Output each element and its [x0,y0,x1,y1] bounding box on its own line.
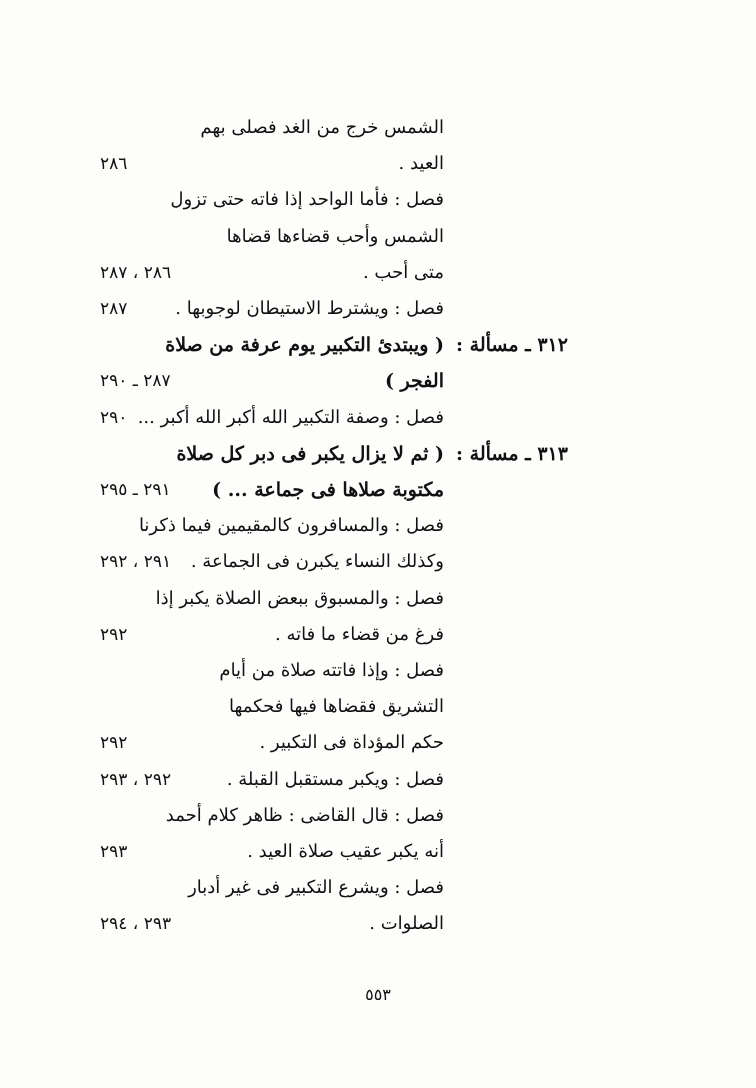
index-entry-page-ref: ٢٩٢ [100,625,128,645]
index-entry-page-ref: ٢٨٧ ـ ٢٩٠ [100,371,171,391]
index-entry-text: مكتوبة صلاها فى جماعة ... ) [212,479,444,501]
index-entry-text: فصل : ويكبر مستقبل القبلة . [226,769,444,790]
index-entry-page-ref: ٢٩٣ ، ٢٩٤ [100,914,172,934]
index-entry-text: الفجر ) [384,370,444,392]
index-entry-page-ref: ٢٨٦ ، ٢٨٧ [100,263,172,283]
index-entry-text: التشريق فقضاها فيها فحكمها [228,696,444,717]
index-entry-text: أنه يكبر عقيب صلاة العيد . [247,841,444,862]
index-entry-text: فصل : وإذا فاتته صلاة من أيام [219,660,444,681]
index-entry-text: ( ثم لا يزال يكبر فى دبر كل صلاة [176,443,444,465]
index-entry-text: فصل : ويشترط الاستيطان لوجوبها . [175,298,444,319]
index-entry-text: حكم المؤداة فى التكبير . [259,732,444,753]
index-entry-page-ref: ٢٩٢ [100,733,128,753]
index-entry-text: الصلوات . [369,913,444,934]
index-entry-page-ref: ٢٨٦ [100,154,128,174]
page-number: ٥٥٣ [365,985,391,1004]
index-entry-text: فصل : قال القاضى : ظاهر كلام أحمد [165,805,444,826]
index-entry-text: فصل : ويشرع التكبير فى غير أدبار [188,877,444,898]
index-entry-page-ref: ٢٩٣ [100,842,128,862]
index-entry-text: فرغ من قضاء ما فاته . [275,624,444,645]
index-entry-text: فصل : والمسافرون كالمقيمين فيما ذكرنا [138,515,444,536]
index-entry-text: ( ويبتدئ التكبير يوم عرفة من صلاة [165,334,444,356]
index-entry-page-ref: ٢٩١ ـ ٢٩٥ [100,480,171,500]
index-entry-label: ٣١٢ ـ مسألة : [456,334,568,356]
index-entry-text: فصل : فأما الواحد إذا فاته حتى تزول [170,189,444,210]
index-entry-page-ref: ٢٩٠ [100,408,128,428]
index-entry-label: ٣١٣ ـ مسألة : [456,443,568,465]
index-entry-page-ref: ٢٩٢ ، ٢٩٣ [100,770,172,790]
index-entry-text: العيد . [398,153,444,174]
index-entry-text: فصل : وصفة التكبير الله أكبر الله أكبر ... [137,407,444,428]
index-entry-page-ref: ٢٨٧ [100,299,128,319]
index-entry-text: الشمس خرج من الغد فصلى بهم [200,117,444,138]
index-entry-page-ref: ٢٩١ ، ٢٩٢ [100,552,172,572]
index-entry-text: الشمس وأحب قضاءها قضاها [226,226,444,247]
index-entry-text: متى أحب . [362,262,444,283]
index-entry-text: فصل : والمسبوق ببعض الصلاة يكبر إذا [155,588,444,609]
index-entry-text: وكذلك النساء يكبرن فى الجماعة . [190,551,444,572]
